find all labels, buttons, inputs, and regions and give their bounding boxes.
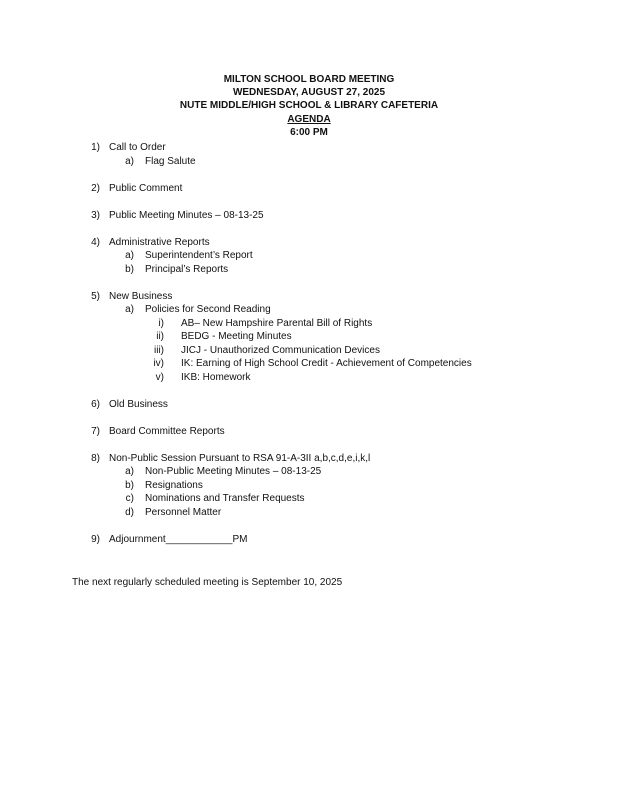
item-number: 7) bbox=[91, 425, 100, 437]
item-text: IK: Earning of High School Credit - Achievement of Competencies bbox=[181, 358, 472, 369]
item-number: 8) bbox=[91, 452, 100, 464]
agenda-policy-item bbox=[0, 330, 618, 344]
agenda-subitem bbox=[0, 479, 618, 493]
meeting-location: NUTE MIDDLE/HIGH SCHOOL & LIBRARY CAFETERIA bbox=[179, 100, 439, 112]
item-number: iii) bbox=[154, 344, 164, 356]
agenda-list bbox=[0, 141, 618, 546]
item-text: Adjournment____________PM bbox=[109, 533, 248, 545]
agenda-item bbox=[0, 533, 618, 547]
agenda-policy-item bbox=[0, 371, 618, 385]
item-number: a) bbox=[125, 250, 134, 261]
agenda-subitem bbox=[0, 303, 618, 317]
agenda-item bbox=[0, 182, 618, 196]
agenda-item bbox=[0, 398, 618, 412]
item-number: a) bbox=[125, 466, 134, 477]
meeting-time: 6:00 PM bbox=[290, 126, 328, 138]
item-text: Public Meeting Minutes – 08-13-25 bbox=[109, 209, 264, 221]
agenda-item bbox=[0, 209, 618, 223]
item-text: New Business bbox=[109, 290, 173, 302]
next-meeting-note: The next regularly scheduled meeting is September 10, 2025 bbox=[72, 577, 343, 588]
agenda-subitem bbox=[0, 249, 618, 263]
agenda-heading: AGENDA bbox=[287, 113, 331, 125]
item-number: b) bbox=[125, 479, 134, 491]
agenda-item bbox=[0, 452, 618, 466]
item-text: IKB: Homework bbox=[181, 371, 251, 383]
item-text: Resignations bbox=[145, 479, 203, 491]
item-text: Flag Salute bbox=[145, 155, 196, 167]
item-number: d) bbox=[125, 506, 134, 518]
item-text: Call to Order bbox=[109, 142, 166, 153]
item-text: Old Business bbox=[109, 398, 168, 410]
item-number: 4) bbox=[91, 236, 100, 248]
item-text: BEDG - Meeting Minutes bbox=[181, 331, 292, 342]
item-number: v) bbox=[155, 371, 164, 383]
item-number: 9) bbox=[91, 533, 100, 545]
item-number: 6) bbox=[91, 398, 100, 410]
meeting-date: WEDNESDAY, AUGUST 27, 2025 bbox=[232, 87, 386, 99]
agenda-item bbox=[0, 141, 618, 155]
agenda-item bbox=[0, 425, 618, 439]
item-number: 1) bbox=[91, 142, 100, 153]
item-number: c) bbox=[125, 493, 134, 504]
agenda-subitem bbox=[0, 155, 618, 169]
item-number: 5) bbox=[91, 290, 100, 302]
item-text: Principal’s Reports bbox=[145, 263, 229, 275]
item-text: Personnel Matter bbox=[145, 506, 222, 518]
item-number: ii) bbox=[156, 331, 164, 342]
item-number: iv) bbox=[153, 358, 164, 369]
item-number: 2) bbox=[91, 182, 100, 194]
item-text: Policies for Second Reading bbox=[145, 304, 271, 315]
item-text: Administrative Reports bbox=[109, 236, 210, 248]
item-text: Board Committee Reports bbox=[109, 425, 225, 437]
agenda-subitem bbox=[0, 263, 618, 277]
agenda-policy-item bbox=[0, 344, 618, 358]
item-text: Nominations and Transfer Requests bbox=[145, 493, 305, 504]
agenda-subitem bbox=[0, 465, 618, 479]
item-number: b) bbox=[125, 263, 134, 275]
document-header bbox=[0, 73, 618, 139]
meeting-title: MILTON SCHOOL BOARD MEETING bbox=[223, 74, 395, 85]
item-number: i) bbox=[158, 317, 164, 329]
item-number: a) bbox=[125, 155, 134, 167]
agenda-policy-item bbox=[0, 357, 618, 371]
agenda-policy-item bbox=[0, 317, 618, 331]
agenda-item bbox=[0, 236, 618, 250]
agenda-item bbox=[0, 290, 618, 304]
item-text: Superintendent’s Report bbox=[145, 250, 253, 261]
agenda-subitem bbox=[0, 506, 618, 520]
item-text: AB– New Hampshire Parental Bill of Rights bbox=[181, 317, 373, 329]
item-text: JICJ - Unauthorized Communication Devices bbox=[181, 344, 380, 356]
item-number: 3) bbox=[91, 209, 100, 221]
item-number: a) bbox=[125, 304, 134, 315]
item-text: Public Comment bbox=[109, 182, 183, 194]
item-text: Non-Public Session Pursuant to RSA 91-A-3II a,b,c,d,e,i,k,l bbox=[109, 452, 371, 464]
item-text: Non-Public Meeting Minutes – 08-13-25 bbox=[145, 466, 322, 477]
agenda-subitem bbox=[0, 492, 618, 506]
